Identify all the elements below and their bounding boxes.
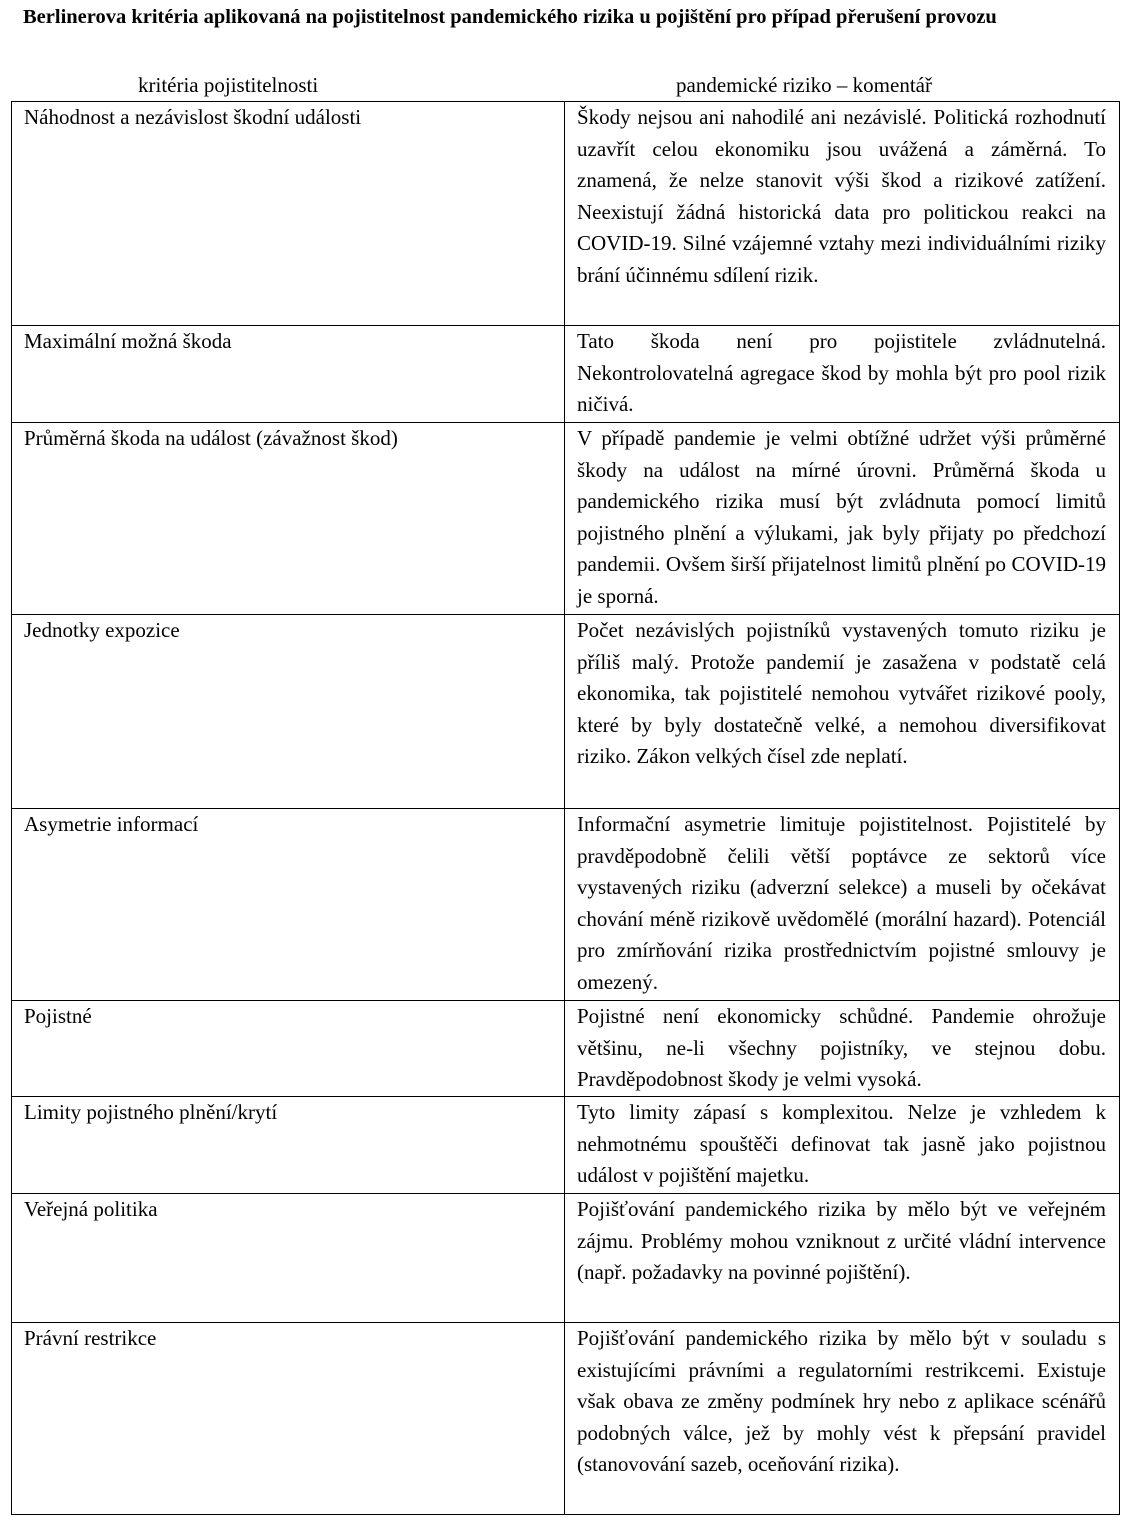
criterion-cell: Veřejná politika <box>12 1194 565 1323</box>
table-row <box>12 326 1120 423</box>
table-row <box>12 1323 1120 1515</box>
criterion-cell: Pojistné <box>12 1001 565 1097</box>
table-row <box>12 809 1120 1001</box>
table-row <box>12 615 1120 809</box>
table-row <box>12 1097 1120 1194</box>
comment-cell: Tyto limity zápasí s komplexitou. Nelze je vzhledem k nehmotnému spouštěči definovat tak jasně jako pojistnou událost v pojištění majetku. <box>565 1097 1120 1194</box>
column-header-comment: pandemické riziko – komentář <box>676 73 932 97</box>
criterion-cell: Asymetrie informací <box>12 809 565 1001</box>
criterion-cell: Průměrná škoda na událost (závažnost škod) <box>12 423 565 615</box>
comment-cell: V případě pandemie je velmi obtížné udržet výši průměrné škody na událost na mírné úrovni. Průměrná škoda u pandemického rizika musí být zvládnuta pomocí limitů pojistného plnění a výlukami, jak byly přijaty po předchozí pandemii. Ovšem širší přijatelnost limitů plnění po COVID-19 je sporná. <box>565 423 1120 615</box>
table-row <box>12 1194 1120 1323</box>
comment-cell: Pojišťování pandemického rizika by mělo být v souladu s existujícími právními a regulatorními restrikcemi. Existuje však obava ze změny podmínek hry nebo z aplikace scénářů podobných válce, jež by mohly vést k přepsání pravidel (stanovování sazeb, oceňování rizika). <box>565 1323 1120 1515</box>
comment-cell: Počet nezávislých pojistníků vystavených tomuto riziku je příliš malý. Protože pandemií je zasažena v podstatě celá ekonomika, tak pojistitelé nemohou vytvářet rizikové pooly, které by byly dostatečně velké, a nemohou diversifikovat riziko. Zákon velkých čísel zde neplatí. <box>565 615 1120 809</box>
table-row <box>12 423 1120 615</box>
criteria-table <box>11 101 1120 1515</box>
comment-cell: Tato škoda není pro pojistitele zvládnutelná. Nekontrolovatelná agregace škod by mohla být pro pool rizik ničivá. <box>565 326 1120 423</box>
column-header-criteria: kritéria pojistitelnosti <box>138 73 319 97</box>
criterion-cell: Maximální možná škoda <box>12 326 565 423</box>
criterion-cell: Limity pojistného plnění/krytí <box>12 1097 565 1194</box>
comment-cell: Pojistné není ekonomicky schůdné. Pandemie ohrožuje většinu, ne-li všechny pojistníky, ve stejnou dobu. Pravděpodobnost škody je velmi vysoká. <box>565 1001 1120 1097</box>
comment-cell: Pojišťování pandemického rizika by mělo být ve veřejném zájmu. Problémy mohou vzniknout z určité vládní intervence (např. požadavky na povinné pojištění). <box>565 1194 1120 1323</box>
document-title: Berlinerova kritéria aplikovaná na pojistitelnost pandemického rizika u pojištění pro případ přerušení provozu <box>23 6 997 28</box>
comment-cell: Informační asymetrie limituje pojistitelnost. Pojistitelé by pravděpodobně čelili větší poptávce ze sektorů více vystavených riziku (adverzní selekce) a museli by očekávat chování méně rizikově uvědomělé (morální hazard). Potenciál pro zmírňování rizika prostřednictvím pojistné smlouvy je omezený. <box>565 809 1120 1001</box>
table-row <box>12 1001 1120 1097</box>
table-row <box>12 102 1120 326</box>
criterion-cell: Náhodnost a nezávislost škodní události <box>12 102 565 326</box>
criterion-cell: Právní restrikce <box>12 1323 565 1515</box>
criterion-cell: Jednotky expozice <box>12 615 565 809</box>
comment-cell: Škody nejsou ani nahodilé ani nezávislé. Politická rozhodnutí uzavřít celou ekonomiku jsou uvážená a záměrná. To znamená, že nelze stanovit výši škod a rizikové zatížení. Neexistují žádná historická data pro politickou reakci na COVID-19. Silné vzájemné vztahy mezi individuálními riziky brání účinnému sdílení rizik. <box>565 102 1120 326</box>
